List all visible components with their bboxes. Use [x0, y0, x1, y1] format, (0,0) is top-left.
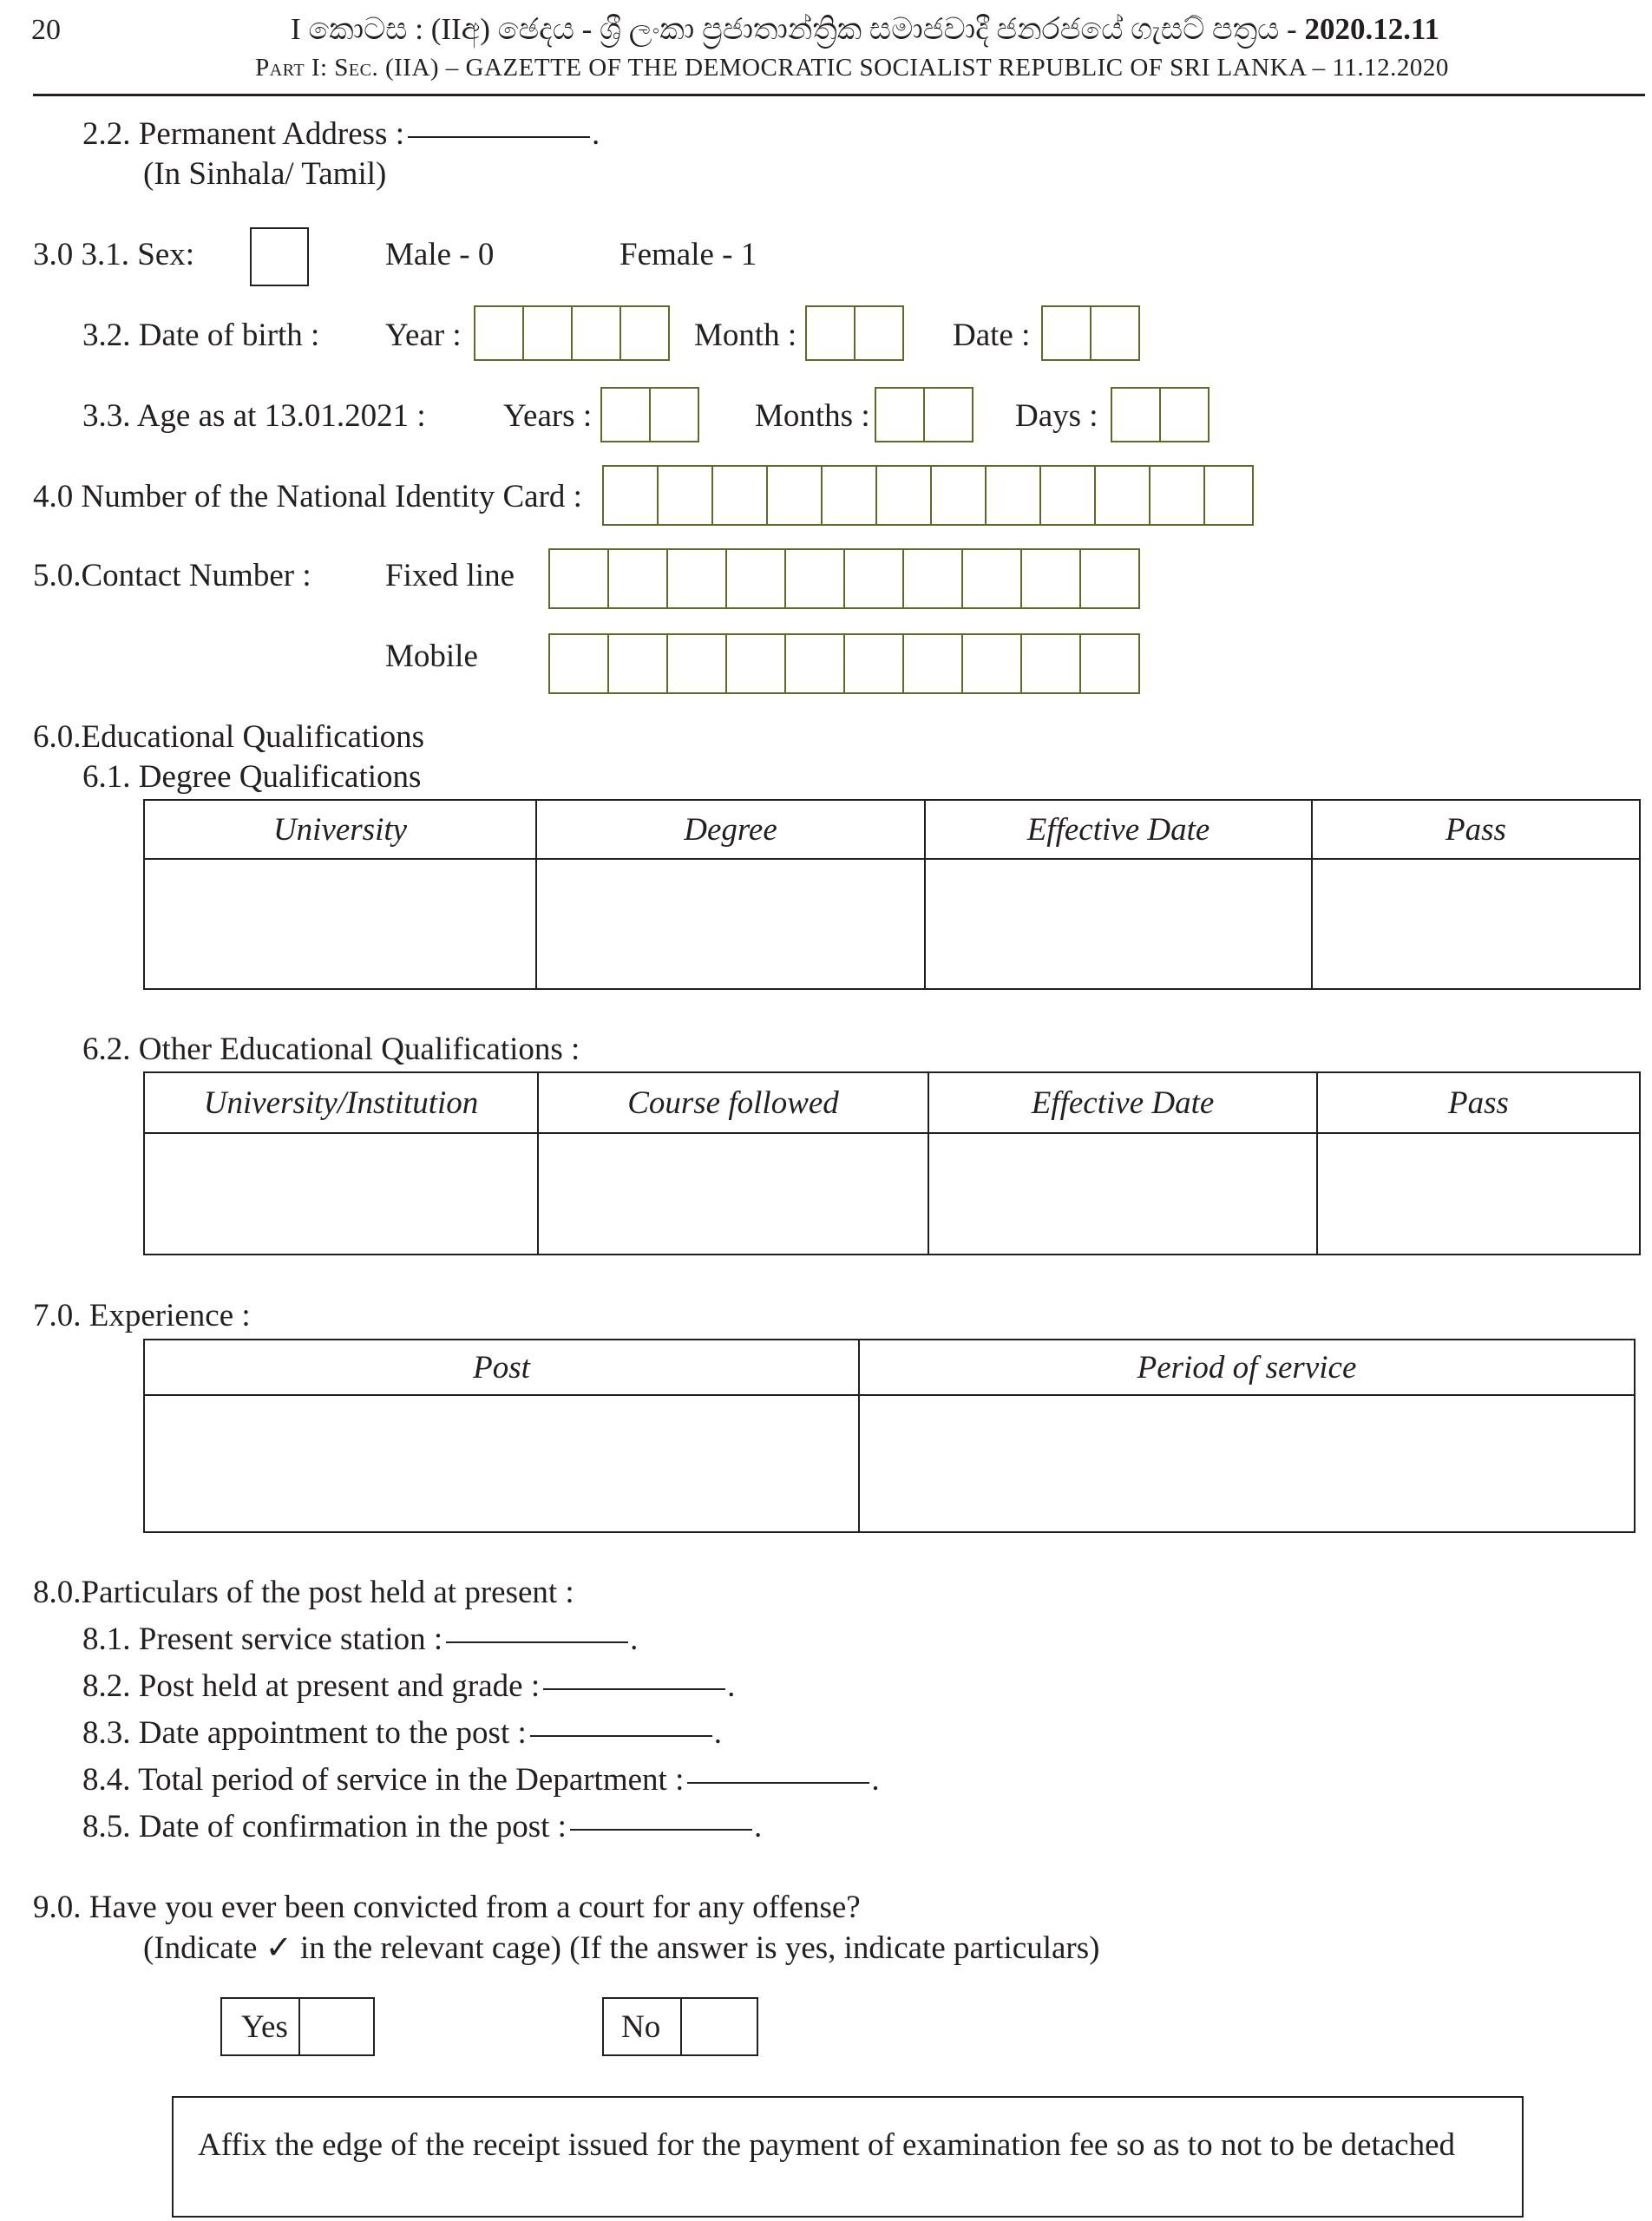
table-cell[interactable]: [1312, 859, 1640, 989]
header-sinhala: [0, 12, 1652, 47]
header-sinhala-text: I කොටස : (IIඅ) ඡෙදය - ශ්‍රී ලංකා ප්‍රජාතාන්ත්‍රික සමාජවාදී ජනරජයේ ගැසට් පත්‍රය -: [290, 12, 1297, 46]
digit-box[interactable]: [620, 305, 670, 361]
no-label: No: [621, 2009, 661, 2045]
dob-label: 3.2. Date of birth :: [82, 318, 320, 353]
sex-input-box[interactable]: [250, 227, 309, 286]
other-qualifications-title: 6.2. Other Educational Qualifications :: [82, 1032, 580, 1067]
digit-box[interactable]: [571, 305, 621, 361]
digit-box[interactable]: [1079, 633, 1140, 694]
dob-date-boxes[interactable]: [1043, 305, 1140, 361]
digit-box[interactable]: [875, 387, 925, 442]
particulars-item: 8.4. Total period of service in the Department : .: [82, 1762, 880, 1798]
mobile-boxes[interactable]: [550, 633, 1140, 694]
table-cell[interactable]: [144, 859, 536, 989]
digit-box[interactable]: [875, 465, 932, 526]
fixed-line-boxes[interactable]: [550, 548, 1140, 609]
digit-box[interactable]: [1094, 465, 1150, 526]
digit-box[interactable]: [930, 465, 987, 526]
table-row: [144, 859, 1640, 989]
nic-label: 4.0 Number of the National Identity Card :: [33, 479, 582, 514]
receipt-box: [172, 2096, 1524, 2218]
digit-box[interactable]: [784, 548, 845, 609]
no-option: [602, 1997, 758, 2056]
age-days-label: Days :: [1015, 398, 1098, 434]
conviction-question: 9.0. Have you ever been convicted from a court for any offense?: [33, 1890, 861, 1925]
header-english: [0, 54, 1652, 82]
dob-year-label: Year :: [385, 318, 462, 353]
table-header-row: [144, 1340, 1635, 1395]
permanent-address-note: (In Sinhala/ Tamil): [143, 156, 387, 192]
header-sinhala-date: 2020.12.11: [1304, 12, 1440, 46]
dob-date-label: Date :: [953, 318, 1031, 353]
digit-box[interactable]: [607, 633, 668, 694]
table-header-cell: Post: [144, 1340, 859, 1395]
digit-box[interactable]: [607, 548, 668, 609]
particulars-item-label: 8.1. Present service station :: [82, 1622, 443, 1657]
header-part: Part I: [255, 54, 320, 82]
table-header-cell: University/Institution: [144, 1072, 538, 1133]
table-header-cell: University: [144, 800, 536, 859]
table-cell[interactable]: [928, 1133, 1317, 1255]
digit-box[interactable]: [843, 548, 904, 609]
digit-box[interactable]: [711, 465, 768, 526]
education-title: 6.0.Educational Qualifications: [33, 719, 425, 755]
yes-checkbox[interactable]: [298, 1997, 375, 2056]
digit-box[interactable]: [985, 465, 1041, 526]
digit-box[interactable]: [961, 633, 1022, 694]
digit-box[interactable]: [1079, 548, 1140, 609]
age-years-boxes[interactable]: [602, 387, 699, 442]
dob-month-label: Month :: [694, 318, 797, 353]
particulars-item-label: 8.2. Post held at present and grade :: [82, 1668, 541, 1704]
table-row: [144, 1133, 1640, 1255]
digit-box[interactable]: [600, 387, 651, 442]
experience-title: 7.0. Experience :: [33, 1298, 251, 1333]
particulars-item: 8.5. Date of confirmation in the post : .: [82, 1809, 763, 1844]
particulars-title: 8.0.Particulars of the post held at present :: [33, 1575, 574, 1610]
yes-option: [220, 1997, 375, 2056]
table-header-row: [144, 800, 1640, 859]
experience-table: [143, 1339, 1636, 1533]
age-days-boxes[interactable]: [1112, 387, 1210, 442]
female-option: Female - 1: [620, 237, 757, 272]
answer-line[interactable]: [530, 1734, 712, 1737]
no-checkbox[interactable]: [680, 1997, 758, 2056]
particulars-item: 8.2. Post held at present and grade : .: [82, 1668, 736, 1704]
digit-box[interactable]: [474, 305, 524, 361]
nic-boxes[interactable]: [604, 465, 1254, 526]
mobile-label: Mobile: [385, 639, 478, 674]
fixed-line-label: Fixed line: [385, 558, 515, 593]
digit-box[interactable]: [961, 548, 1022, 609]
digit-box[interactable]: [843, 633, 904, 694]
answer-line[interactable]: [687, 1781, 869, 1784]
digit-box[interactable]: [548, 548, 609, 609]
digit-box[interactable]: [725, 633, 786, 694]
digit-box[interactable]: [602, 465, 659, 526]
digit-box[interactable]: [1020, 548, 1081, 609]
table-cell[interactable]: [144, 1395, 859, 1532]
digit-box[interactable]: [923, 387, 974, 442]
degree-table: [143, 799, 1641, 990]
header-rule: [33, 94, 1645, 96]
dob-month-boxes[interactable]: [807, 305, 904, 361]
table-row: [144, 1395, 1635, 1532]
particulars-item-label: 8.3. Date appointment to the post :: [82, 1715, 527, 1751]
digit-box[interactable]: [1090, 305, 1140, 361]
other-qualifications-table: [143, 1071, 1641, 1255]
contact-label: 5.0.Contact Number :: [33, 558, 311, 593]
dob-year-boxes[interactable]: [475, 305, 670, 361]
permanent-address-line[interactable]: [408, 135, 590, 138]
digit-box[interactable]: [649, 387, 699, 442]
age-label: 3.3. Age as at 13.01.2021 :: [82, 398, 426, 434]
digit-box[interactable]: [1149, 465, 1205, 526]
digit-box[interactable]: [766, 465, 823, 526]
yes-label: Yes: [241, 2009, 288, 2045]
digit-box[interactable]: [902, 548, 963, 609]
digit-box[interactable]: [1159, 387, 1210, 442]
answer-line[interactable]: [570, 1828, 752, 1831]
particulars-item-label: 8.4. Total period of service in the Department :: [82, 1762, 685, 1798]
digit-box[interactable]: [902, 633, 963, 694]
answer-line[interactable]: [543, 1687, 725, 1690]
digit-box[interactable]: [805, 305, 856, 361]
table-header-row: [144, 1072, 1640, 1133]
digit-box[interactable]: [784, 633, 845, 694]
table-cell[interactable]: [925, 859, 1312, 989]
table-header-cell: Pass: [1317, 1072, 1640, 1133]
sex-label: 3.0 3.1. Sex:: [33, 237, 195, 272]
digit-box[interactable]: [657, 465, 713, 526]
table-header-cell: Pass: [1312, 800, 1640, 859]
degree-title: 6.1. Degree Qualifications: [82, 759, 422, 795]
age-years-label: Years :: [503, 398, 593, 434]
male-option: Male - 0: [385, 237, 495, 272]
table-header-cell: Effective Date: [925, 800, 1312, 859]
header-english-text: : Sec. (IIA) – GAZETTE OF THE DEMOCRATIC SOCIALIST REPUBLIC OF SRI LANKA – 11.12.2020: [319, 54, 1449, 82]
page-number: 20: [31, 14, 61, 46]
answer-line[interactable]: [446, 1641, 628, 1643]
particulars-item: 8.3. Date appointment to the post : .: [82, 1715, 722, 1751]
digit-box[interactable]: [666, 633, 727, 694]
digit-box[interactable]: [666, 548, 727, 609]
particulars-item-label: 8.5. Date of confirmation in the post :: [82, 1809, 567, 1844]
table-header-cell: Effective Date: [928, 1072, 1317, 1133]
digit-box[interactable]: [725, 548, 786, 609]
table-cell[interactable]: [538, 1133, 928, 1255]
age-months-boxes[interactable]: [876, 387, 974, 442]
conviction-instruction: (Indicate ✓ in the relevant cage) (If the answer is yes, indicate particulars): [143, 1930, 1100, 1966]
table-header-cell: Period of service: [859, 1340, 1635, 1395]
particulars-item: 8.1. Present service station : .: [82, 1622, 639, 1657]
digit-box[interactable]: [1020, 633, 1081, 694]
digit-box[interactable]: [821, 465, 877, 526]
table-cell[interactable]: [144, 1133, 538, 1255]
table-header-cell: Degree: [536, 800, 925, 859]
digit-box[interactable]: [854, 305, 904, 361]
table-header-cell: Course followed: [538, 1072, 928, 1133]
table-cell[interactable]: [536, 859, 925, 989]
permanent-address-row: 2.2. Permanent Address : .: [82, 116, 600, 152]
age-months-label: Months :: [755, 398, 870, 434]
digit-box[interactable]: [1111, 387, 1161, 442]
table-cell[interactable]: [1317, 1133, 1640, 1255]
receipt-note: Affix the edge of the receipt issued for the payment of examination fee so as to not to be detached: [198, 2127, 1456, 2163]
table-cell[interactable]: [859, 1395, 1635, 1532]
digit-box[interactable]: [548, 633, 609, 694]
digit-box[interactable]: [1039, 465, 1096, 526]
digit-box[interactable]: [522, 305, 573, 361]
permanent-address-label: 2.2. Permanent Address :: [82, 116, 404, 152]
digit-box[interactable]: [1041, 305, 1092, 361]
digit-box[interactable]: [1203, 465, 1254, 526]
